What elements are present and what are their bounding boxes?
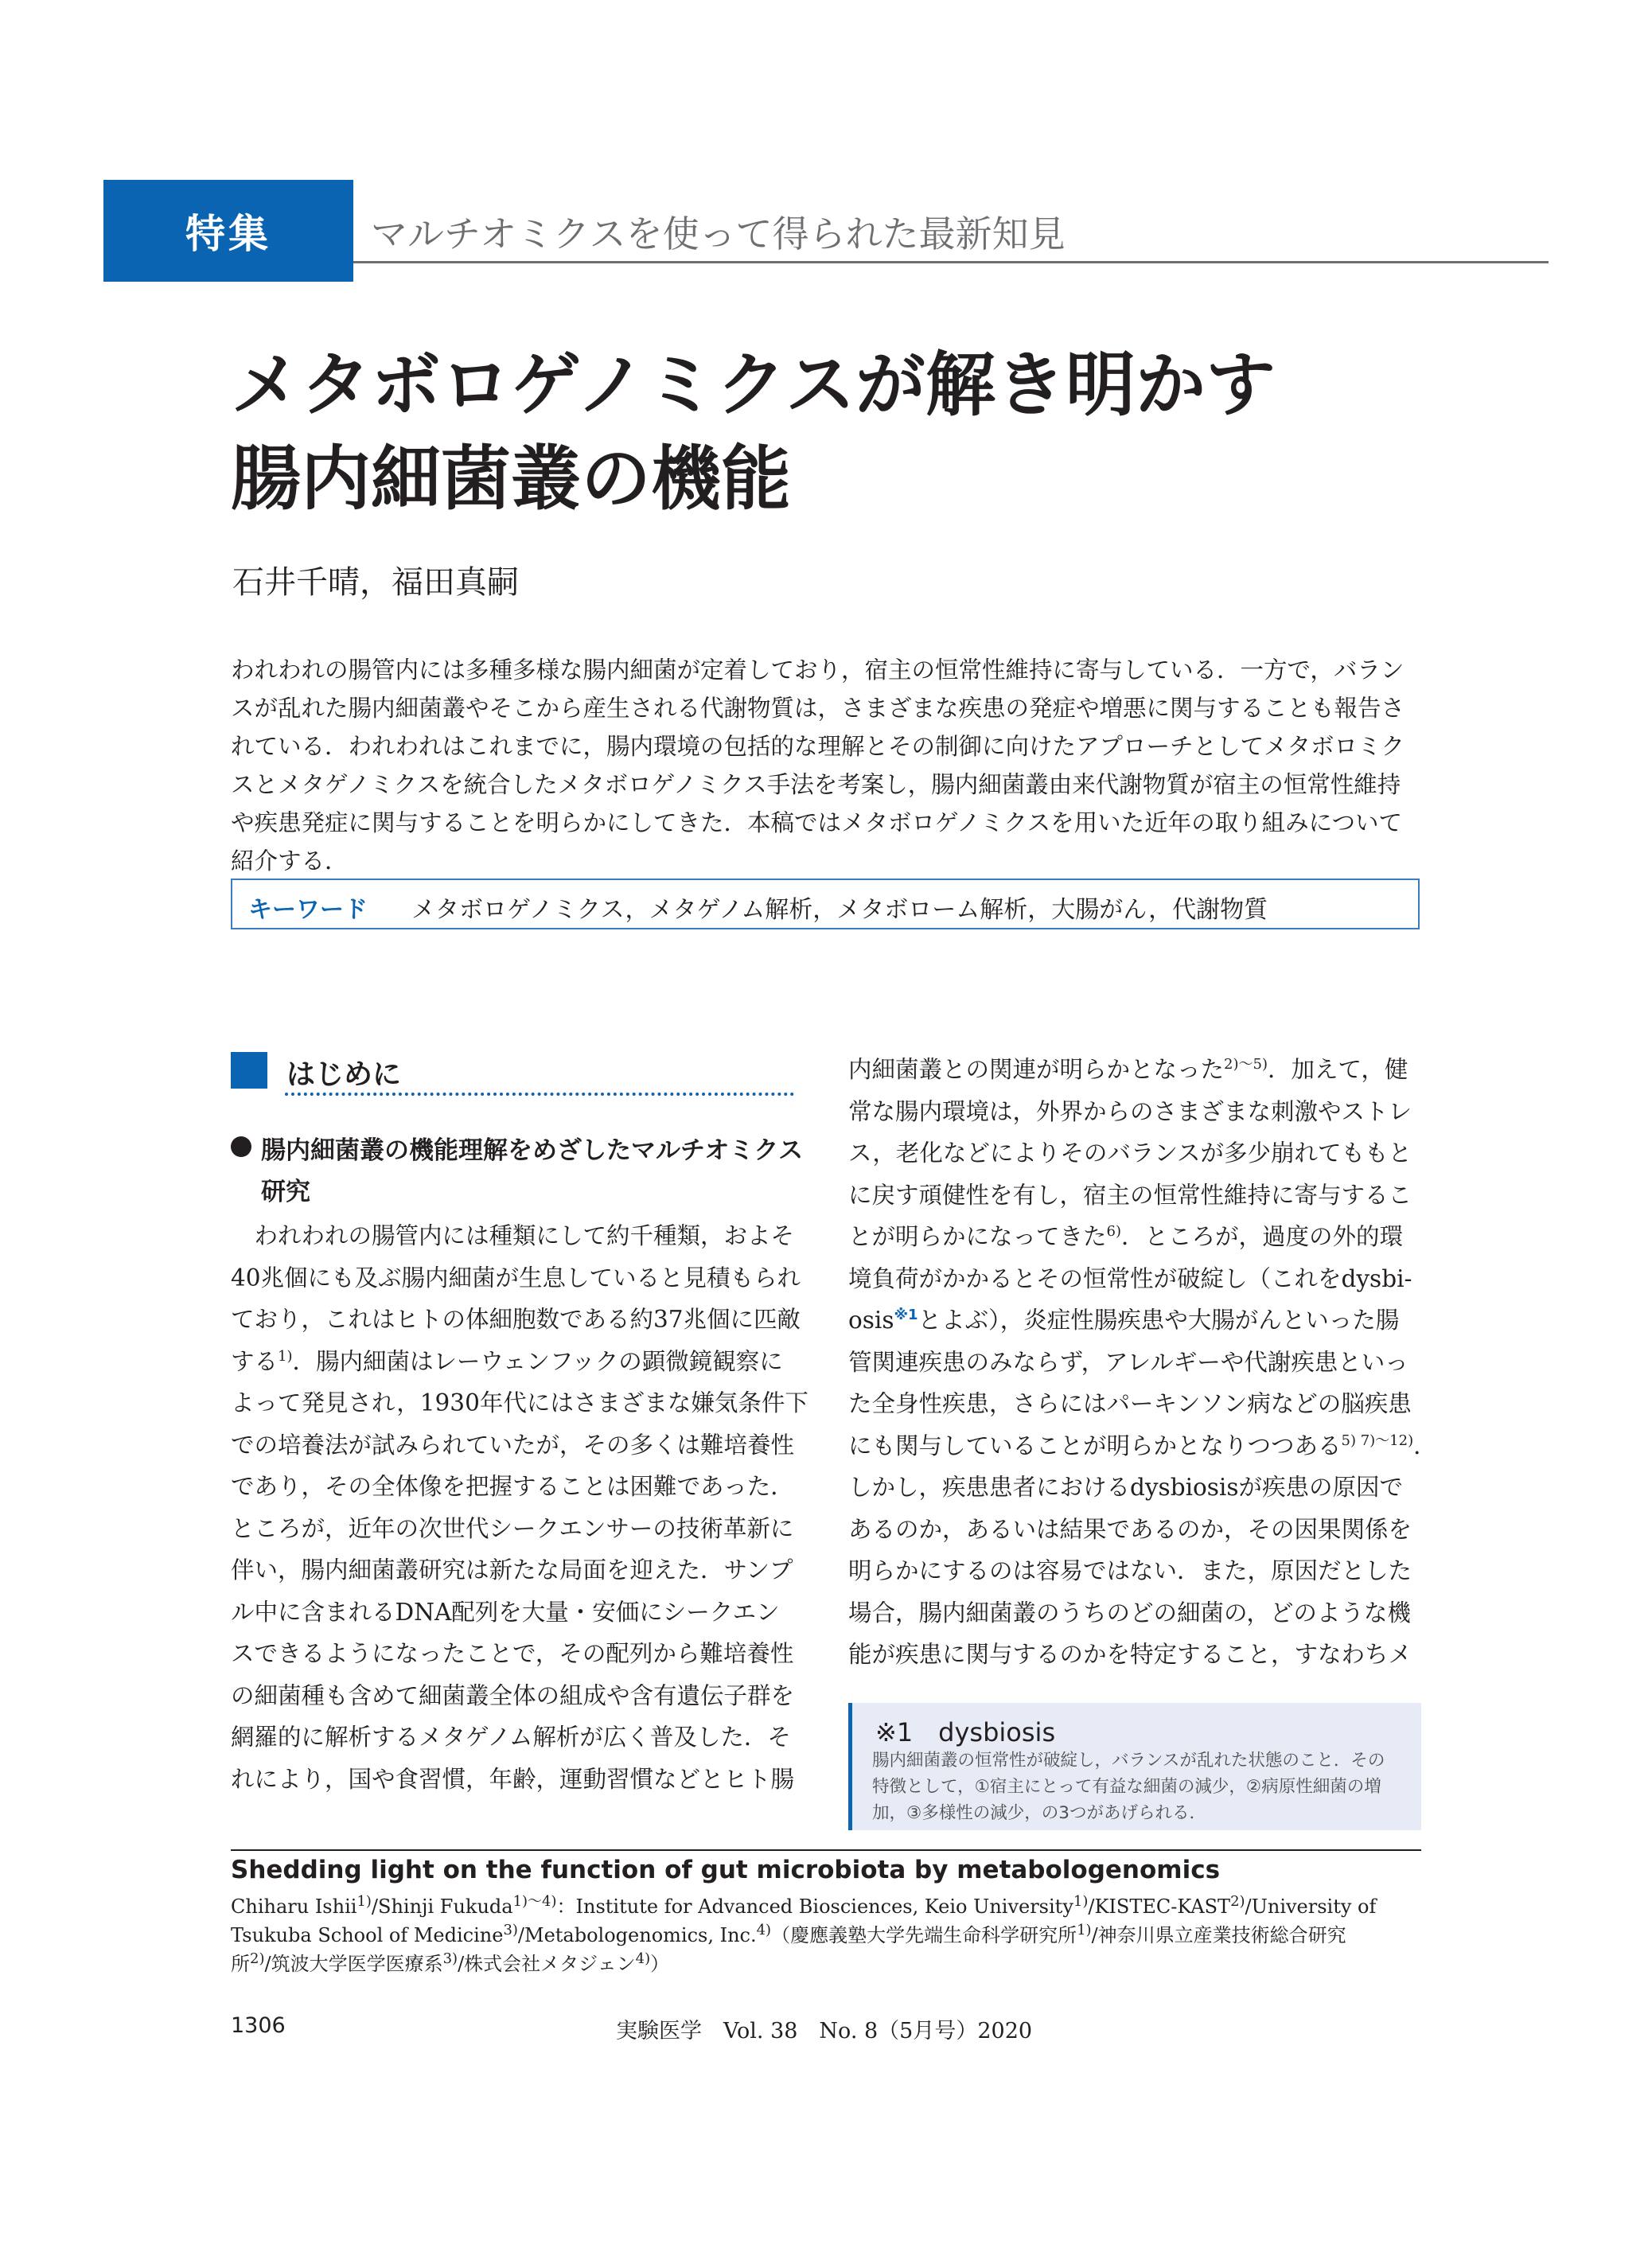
- footnote-ref: ※1: [894, 1307, 918, 1324]
- keywords-label: キーワード: [248, 896, 368, 924]
- citation: 6): [1106, 1223, 1121, 1241]
- subheading-line-1: 腸内細菌叢の機能理解をめざしたマルチオミクス: [261, 1136, 804, 1165]
- body-line: の細菌種も含めて細菌叢全体の組成や含有遺伝子群を: [231, 1681, 795, 1709]
- affiliation-line: 所$^{2)}$/筑波大学医学医療系$^{3)}$/株式会社メタジェン$^{4)}$）: [231, 1950, 670, 1975]
- body-line: とが明らかになってきた$^{6)}$．ところが，過度の外的環: [848, 1223, 1404, 1250]
- footnote-body: [872, 1747, 1413, 1826]
- body-line: ス，老化などによりそのバランスが多少崩れてももと: [848, 1140, 1412, 1167]
- subheading-line-2: 研究: [261, 1178, 310, 1206]
- body-line: 明らかにするのは容易ではない．また，原因だとした: [848, 1557, 1412, 1584]
- body-line: osis$^{※1}$とよぶ），炎症性腸疾患や大腸がんといった腸: [848, 1307, 1400, 1334]
- body-line: しかし，疾患患者におけるdysbiosisが疾患の原因で: [848, 1474, 1403, 1501]
- abstract-line: われわれの腸管内には多種多様な腸内細菌が定着しており，宿主の恒常性維持に寄与している．一方で，バラン: [231, 656, 1405, 684]
- body-line: 40兆個にも及ぶ腸内細菌が生息していると見積もられ: [231, 1264, 801, 1292]
- abstract: [231, 651, 1424, 880]
- body-line: た全身性疾患，さらにはパーキンソン病などの脳疾患: [848, 1390, 1412, 1417]
- right-column: [848, 1049, 1437, 1676]
- body-line: ており，これはヒトの体細胞数である約37兆個に匹敵: [231, 1306, 801, 1333]
- english-title: Shedding light on the function of gut microbiota by metabologenomics: [231, 1856, 1221, 1884]
- body-line: あるのか，あるいは結果であるのか，その因果関係を: [848, 1515, 1412, 1543]
- body-line: ル中に含まれるDNA配列を大量・安価にシークエン: [231, 1598, 780, 1626]
- body-line: 網羅的に解析するメタゲノム解析が広く普及した．そ: [231, 1724, 791, 1751]
- body-line: よって発見され，1930年代にはさまざまな嫌気条件下: [231, 1389, 808, 1416]
- english-rule: [231, 1849, 1421, 1851]
- body-line: ところが，近年の次世代シークエンサーの技術革新に: [231, 1514, 794, 1542]
- body-line: 能が疾患に関与するのかを特定すること，すなわちメ: [848, 1641, 1412, 1668]
- abstract-line: スが乱れた腸内細菌叢やそこから産生される代謝物質は，さまざまな疾患の発症や増悪に関与することも報告さ: [231, 695, 1405, 722]
- left-column: [231, 1215, 808, 1800]
- authors: 石井千晴，福田真嗣: [232, 564, 519, 601]
- abstract-line: れている．われわれはこれまでに，腸内環境の包括的な理解とその制御に向けたアプローチとしてメタボロミク: [231, 733, 1405, 760]
- feature-label: 特集: [103, 180, 353, 282]
- section-divider: [285, 1093, 794, 1096]
- header-rule: [353, 261, 1549, 263]
- footnote-line: 加，③多様性の減少，の3つがあげられる．: [872, 1803, 1206, 1823]
- abstract-line: 紹介する．: [231, 847, 349, 875]
- body-line: 常な腸内環境は，外界からのさまざまな刺激やストレ: [848, 1097, 1412, 1125]
- abstract-line: や疾患発症に関与することを明らかにしてきた．本稿ではメタボロゲノミクスを用いた近年の取り組みについて: [231, 809, 1403, 836]
- abstract-line: スとメタゲノミクスを統合したメタボロゲノミクス手法を考案し，腸内細菌叢由来代謝物質が宿主の恒常性維持: [231, 771, 1401, 798]
- body-line: する$^{1)}$．腸内細菌はレーウェンフックの顕微鏡観察に: [231, 1347, 783, 1375]
- title-line-1: メタボロゲノミクスが解き明かす: [231, 344, 1276, 426]
- journal-info: 実験医学 Vol. 38 No. 8（5月号）2020: [616, 2019, 1033, 2043]
- citation: 2)～5): [1224, 1056, 1268, 1073]
- section-title: はじめに: [286, 1058, 402, 1091]
- body-line: での培養法が試みられていたが，その多くは難培養性: [231, 1431, 795, 1459]
- citation: 1): [278, 1347, 293, 1365]
- keywords-text: メタボロゲノミクス，メタゲノム解析，メタボローム解析，大腸がん，代謝物質: [411, 896, 1268, 924]
- page-number: 1306: [231, 2013, 286, 2038]
- body-line: であり，その全体像を把握することは困難であった．: [231, 1473, 794, 1500]
- body-line: にも関与していることが明らかとなりつつある$^{5) 7)\sim 12)}$．: [848, 1432, 1437, 1459]
- series-title: マルチオミクスを使って得られた最新知見: [371, 212, 1066, 255]
- body-line: スできるようになったことで，その配列から難培養性: [231, 1640, 794, 1667]
- body-line: れにより，国や食習慣，年齢，運動習慣などとヒト腸: [231, 1765, 795, 1793]
- footnote-accent-bar: [848, 1703, 852, 1830]
- bullet-icon: [231, 1136, 251, 1157]
- affiliation-line: Tsukuba School of Medicine$^{3)}$/Metabologenomics, Inc.$^{4)}$（慶應義塾大学先端生命科学研究所$^{1)}$/神奈川県立産業技術総合研究: [231, 1922, 1346, 1946]
- affiliations: [231, 1892, 1424, 1978]
- footnote-title: ※1 dysbiosis: [875, 1717, 1056, 1747]
- section-marker-icon: [231, 1052, 267, 1089]
- body-line: に戻す頑健性を有し，宿主の恒常性維持に寄与するこ: [848, 1181, 1412, 1209]
- footnote-line: 特徴として，①宿主にとって有益な細菌の減少，②病原性細菌の増: [872, 1777, 1381, 1797]
- body-line: 境負荷がかかるとその恒常性が破綻し（これをdysbi-: [848, 1264, 1412, 1292]
- body-line: 伴い，腸内細菌叢研究は新たな局面を迎えた．サンプ: [231, 1556, 793, 1584]
- body-line: 内細菌叢との関連が明らかとなった$^{2)\sim 5)}$．加えて，健: [848, 1056, 1408, 1083]
- citation: 5) 7)～12): [1341, 1432, 1414, 1449]
- body-line: 場合，腸内細菌叢のうちのどの細菌の，どのような機: [848, 1599, 1411, 1627]
- body-line: 管関連疾患のみならず，アレルギーや代謝疾患といっ: [848, 1348, 1408, 1376]
- body-line: われわれの腸管内には種類にして約千種類，およそ: [254, 1222, 795, 1249]
- footnote-line: 腸内細菌叢の恒常性が破綻し，バランスが乱れた状態のこと．その: [872, 1751, 1385, 1771]
- article-title: [231, 338, 1276, 526]
- title-line-2: 腸内細菌叢の機能: [231, 438, 792, 520]
- affiliation-line: Chiharu Ishii$^{1)}$/Shinji Fukuda$^{1)\sim 4)}$：Institute for Advanced Biosciences, Keio University$^{1)}$/KISTEC-KAST$^{2)}$/University of: [231, 1893, 1377, 1918]
